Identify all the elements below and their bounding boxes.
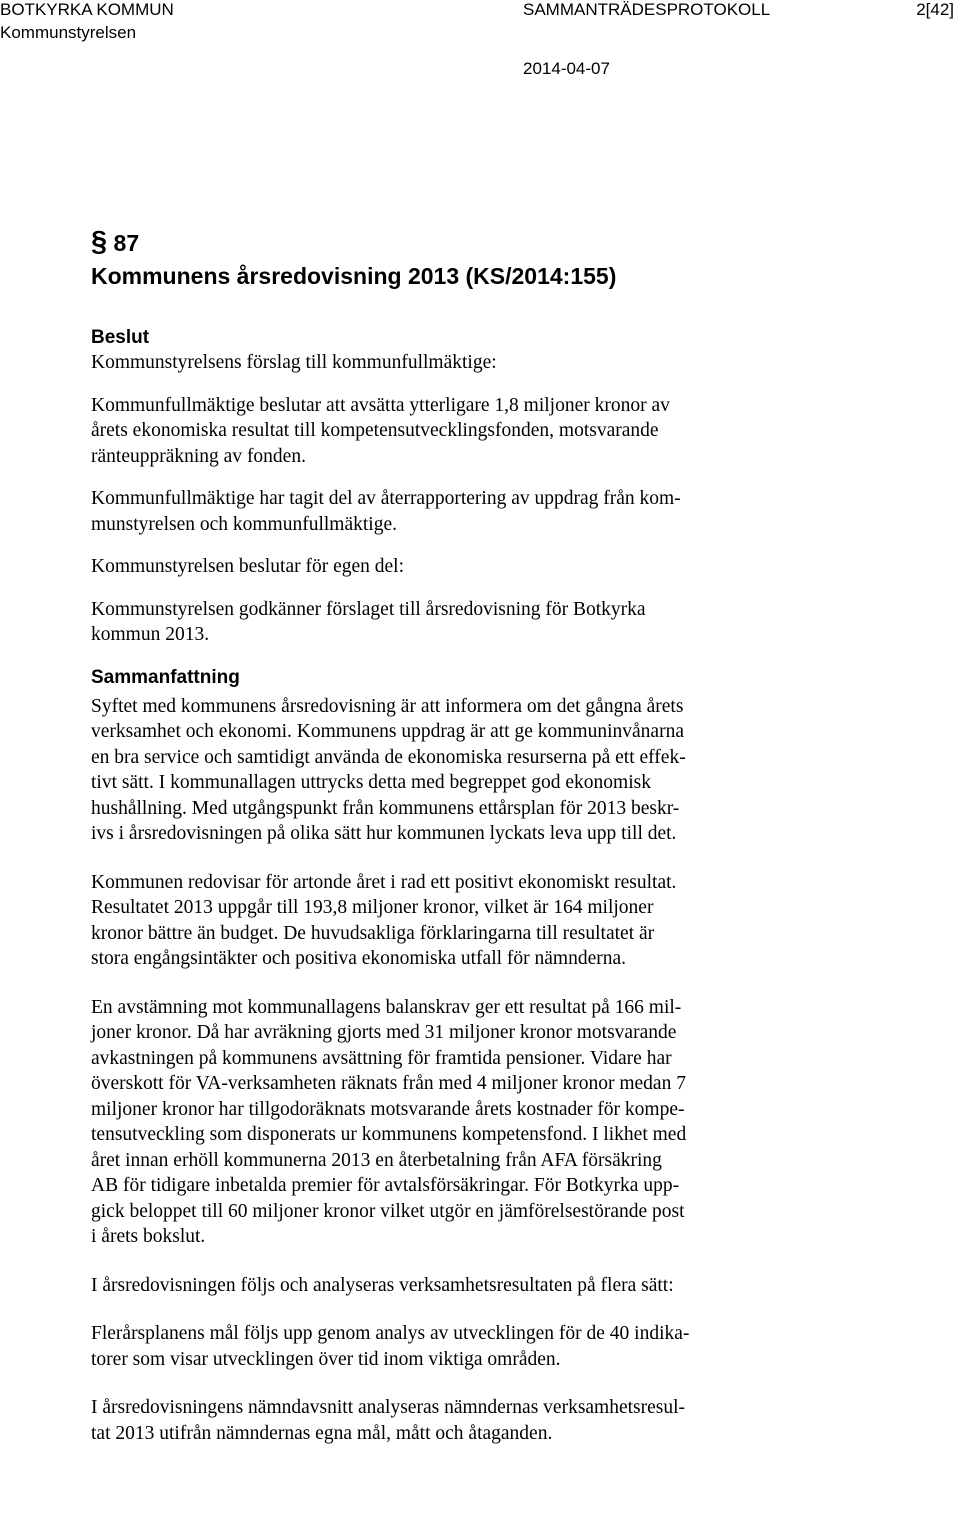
text-line: En avstämning mot kommunallagens balanskrav ger ett resultat på 166 mil-: [91, 996, 682, 1018]
text-line: ränteuppräkning av fonden.: [91, 445, 306, 467]
text-line: verksamhet och ekonomi. Kommunens uppdrag är att ge kommuninvånarna: [91, 721, 684, 742]
text-line: kommun 2013.: [91, 624, 210, 645]
document-type: SAMMANTRÄDESPROTOKOLL: [523, 0, 771, 19]
text-line: tat 2013 utifrån nämndernas egna mål, mått och åtaganden.: [91, 1422, 553, 1444]
text-line: överskott för VA-verksamheten räknats från med 4 miljoner kronor medan 7: [91, 1073, 686, 1094]
sammanfattning-paragraph-1: [91, 694, 811, 847]
sammanfattning-heading: Sammanfattning: [91, 666, 240, 688]
beslut-paragraph-3: [91, 554, 811, 580]
sammanfattning-paragraph-6: [91, 1395, 811, 1446]
section-number-value: 87: [113, 230, 140, 256]
meeting-date: 2014-04-07: [523, 59, 610, 78]
text-line: Kommunstyrelsen beslutar för egen del:: [91, 556, 404, 577]
beslut-intro: Kommunstyrelsens förslag till kommunfullmäktige:: [91, 352, 497, 373]
text-line: Kommunstyrelsen godkänner förslaget till årsredovisning för Botkyrka: [91, 598, 646, 620]
text-line: hushållning. Med utgångspunkt från kommunens ettårsplan för 2013 beskr-: [91, 797, 680, 819]
department-name: Kommunstyrelsen: [0, 23, 137, 42]
text-line: Syftet med kommunens årsredovisning är att informera om det gångna årets: [91, 695, 684, 717]
text-line: torer som visar utvecklingen över tid inom viktiga områden.: [91, 1348, 561, 1370]
page-number: 2[42]: [916, 0, 954, 19]
section-title: Kommunens årsredovisning 2013 (KS/2014:155): [91, 263, 617, 289]
text-line: i årets bokslut.: [91, 1226, 206, 1247]
text-line: årets ekonomiska resultat till kompetensutvecklingsfonden, motsvarande: [91, 420, 659, 441]
text-line: stora engångsintäkter och positiva ekonomiska utfall för nämnderna.: [91, 948, 627, 969]
text-line: Kommunfullmäktige beslutar att avsätta ytterligare 1,8 miljoner kronor av: [91, 394, 670, 416]
text-line: joner kronor. Då har avräkning gjorts med 31 miljoner kronor motsvarande: [91, 1022, 677, 1043]
sammanfattning-paragraph-5: [91, 1321, 811, 1372]
text-line: Kommunen redovisar för artonde året i rad ett positivt ekonomiskt resultat.: [91, 871, 677, 893]
text-line: avkastningen på kommunens avsättning för framtida pensioner. Vidare har: [91, 1047, 672, 1069]
text-line: kronor bättre än budget. De huvudsakliga förklaringarna till resultatet är: [91, 922, 655, 944]
text-line: tivt sätt. I kommunallagen uttrycks detta med begreppet god ekonomisk: [91, 772, 651, 793]
beslut-paragraph-1: [91, 393, 811, 470]
beslut-paragraph-2: [91, 486, 811, 537]
text-line: året innan erhöll kommunerna 2013 en återbetalning från AFA försäkring: [91, 1149, 662, 1171]
text-line: AB för tidigare inbetalda premier för avtalsförsäkringar. För Botkyrka upp-: [91, 1175, 680, 1196]
document-body: [91, 226, 811, 1446]
text-line: gick beloppet till 60 miljoner kronor vilket utgör en jämförelsestörande post: [91, 1200, 685, 1222]
sammanfattning-paragraph-3: [91, 995, 811, 1250]
organization-name: BOTKYRKA KOMMUN: [0, 0, 174, 19]
section-number: [91, 226, 811, 259]
text-line: Resultatet 2013 uppgår till 193,8 miljoner kronor, vilket är 164 miljoner: [91, 897, 654, 918]
text-line: en bra service och samtidigt använda de ekonomiska resurserna på ett effek-: [91, 746, 686, 768]
sammanfattning-paragraph-4: [91, 1273, 811, 1299]
section-symbol: §: [91, 226, 108, 258]
text-line: munstyrelsen och kommunfullmäktige.: [91, 513, 397, 535]
text-line: tensutveckling som disponerats ur kommunens kompetensfond. I likhet med: [91, 1124, 687, 1145]
text-line: miljoner kronor har tillgodoräknats motsvarande årets kostnader för kompe-: [91, 1098, 685, 1120]
beslut-paragraph-4: [91, 597, 811, 648]
sammanfattning-paragraph-2: [91, 870, 811, 972]
text-line: ivs i årsredovisningen på olika sätt hur kommunen lyckats leva upp till det.: [91, 823, 677, 844]
text-line: Kommunfullmäktige har tagit del av återrapportering av uppdrag från kom-: [91, 488, 681, 509]
text-line: I årsredovisningen följs och analyseras verksamhetsresultaten på flera sätt:: [91, 1274, 674, 1296]
text-line: I årsredovisningens nämndavsnitt analyseras nämndernas verksamhetsresul-: [91, 1397, 686, 1418]
text-line: Flerårsplanens mål följs upp genom analys av utvecklingen för de 40 indika-: [91, 1323, 690, 1344]
beslut-heading: Beslut: [91, 327, 150, 348]
